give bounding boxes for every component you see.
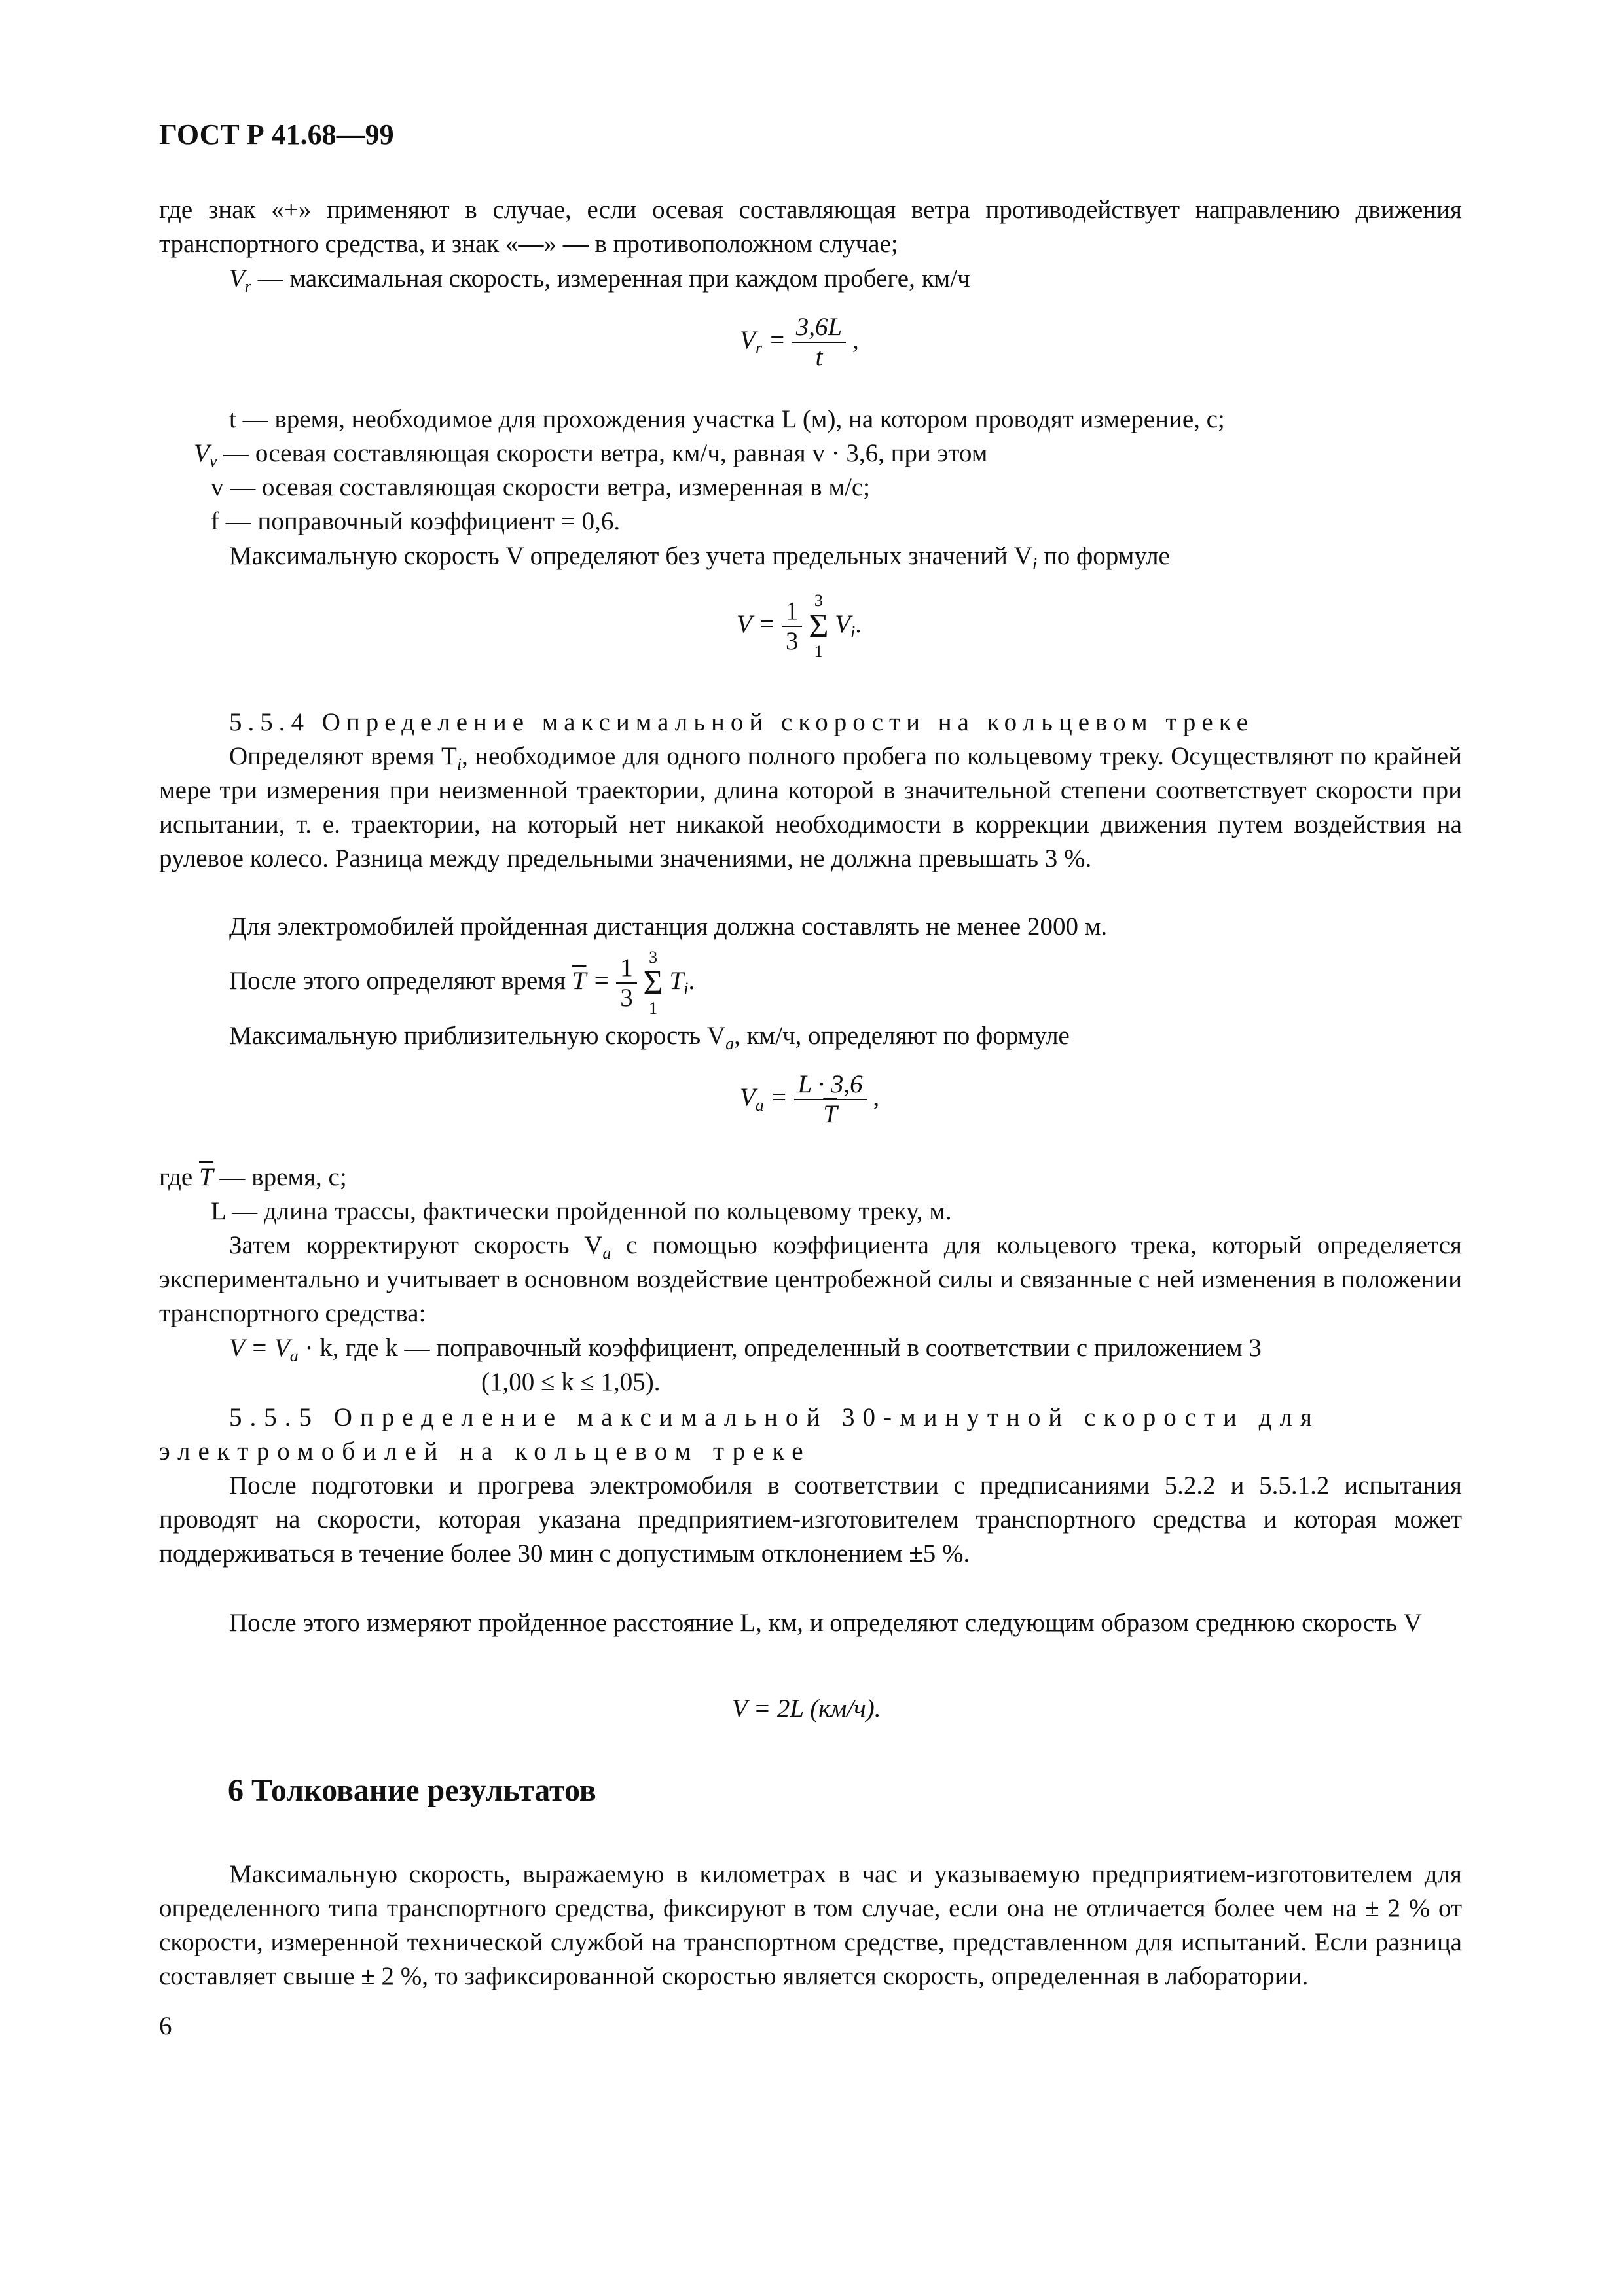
section-5-5-5-paragraph-1: После подготовки и прогрева электромобиля в соответствии с предписаниями 5.2.2 и 5.5.1.2 испытания проводят на скорости, которая указана предприятием-изготовителем транспортного средства и которая может поддерживаться в течение более 30 мин с допустимым отклонением ±5 %. [159,1471,1462,1568]
formula-vk: $V = V_a \cdot k$, где k — поправочный коэффициент, определенный в соответствии с приложением 3 [229,1334,1262,1365]
tbar-symbol: $\overline{T}$ [572,966,587,995]
section-6-paragraph: Максимальную скорость, выражаемую в километрах в час и указываемую предприятием-изготовителем для определенного типа транспортного средства, фиксируют в том случае, если она не отличается более чем на ± 2 % от скорости, измеренной технической службой на транспортном средстве, представленном для испытаний. Если разница составляет свыше ± 2 %, то зафиксированной скоростью является скорость, определенная в лаборатории. [159,1860,1462,1990]
section-5-5-5-title-line-2: электромобилей на кольцевом треке [159,1437,811,1465]
definition-vv: $V_v$ — осевая составляющая скорости ветра, км/ч, равная v · 3,6, при этом [194,439,988,471]
section-5-5-5-title-line-1: 5.5.5 Определение максимальной 30-минутной скорости для [229,1403,1320,1431]
formula-v-lhs: V = [737,609,776,638]
formula-v-numerator: 1 [782,597,803,627]
va-text-start: Максимальную приблизительную скорость V [229,1022,726,1050]
correction-rest: с помощью коэффициента для кольцевого трека, который определяется экспериментально и учитывает в основном воздействие центробежной силы и связанные с ней изменения в положении транспортного средства: [159,1231,1462,1327]
tbar-paragraph: После этого определяют время $\overline{T}$ = $\frac{1}{3}$ 3 Σ 1 $T_i$. [229,948,695,1018]
max-speed-paragraph: Максимальную скорость V определяют без учета предельных значений $V_i$ по формуле [229,542,1170,573]
tbar-sum-upper: 3 [649,948,658,967]
formula-vr: $V_r$ = $\frac{3,6L}{t}$ , [740,313,859,371]
section-5-5-5-paragraph-2: После этого измеряют пройденное расстояние L, км, и определяют следующим образом среднюю скорость V [229,1609,1422,1637]
tbar-intro: После этого определяют время [229,966,566,995]
definition-vr-text: — максимальная скорость, измеренная при каждом пробеге, км/ч [257,264,970,293]
formula-vr-sub: r [755,338,762,357]
formula-va: $V_a$ = $\frac{L \cdot 3,6}{T}$ , [740,1070,880,1128]
formula-v-sub: i [850,622,856,641]
formula-vr-numerator: 3,6L [792,313,846,343]
formula-va-denominator: T [823,1100,837,1128]
formula-va-tail: , [873,1083,880,1111]
formula-v-term: V [835,609,851,638]
formula-vr-fraction [792,313,846,372]
tbar-term: T [669,966,684,995]
tbar-sum-symbol: 3 Σ 1 [643,948,663,1018]
max-speed-text: Максимальную скорость V определяют без учета предельных значений V [229,542,1032,570]
formula-2l: V = 2L (км/ч). [732,1695,881,1723]
formula-vk-lhs: V = V [229,1334,290,1362]
formula-v-denominator: 3 [785,627,799,655]
va-text-end: , км/ч, определяют по формуле [734,1022,1070,1050]
section-5-5-4-title: 5.5.4 Определение максимальной скорости на кольцевом треке [229,708,1254,736]
formula-va-fraction [794,1070,867,1129]
section-5-5-4-paragraph-2: Для электромобилей пройденная дистанция должна составлять не менее 2000 м. [229,912,1108,941]
wind-sign-paragraph: где знак «+» применяют в случае, если осевая составляющая ветра противодействует направлению движения транспортного средства, и знак «—» — в противоположном случае; [159,196,1462,258]
tbar-numerator: 1 [616,954,637,984]
definition-vv-text: — осевая составляющая скорости ветра, км/ч, равная v · 3,6, при этом [223,439,988,467]
definition-tbar: где $\overline{T}$ — время, с; [159,1163,347,1191]
page-number: 6 [159,2012,172,2040]
formula-va-numerator: L · 3,6 [794,1070,867,1100]
document-header: ГОСТ Р 41.68—99 [159,118,394,151]
formula-va-sub: a [755,1095,764,1115]
definition-tbar-text: — время, с; [219,1163,347,1191]
formula-v-average [737,592,862,660]
sum-lower-limit: 1 [814,642,823,661]
definition-v: v — осевая составляющая скорости ветра, измеренная в м/с; [211,473,870,501]
s554-p1-rest: , необходимое для одного полного пробега по кольцевому треку. Осуществляют по крайней мере три измерения при неизменной траектории, длина которой в значительной степени соответствует скорости при испытании, т. е. траектории, на который нет никакой необходимости в коррекции движения путем воздействия на рулевое колесо. Разница между предельными значениями, не должна превышать 3 %. [159,742,1462,872]
va-paragraph: Максимальную приблизительную скорость $V_a$, км/ч, определяют по формуле [229,1022,1070,1053]
section-6-heading: 6 Толкование результатов [228,1773,596,1808]
sum-upper-limit: 3 [814,591,823,610]
formula-vr-lhs: V [740,325,756,354]
formula-vr-denominator: t [815,343,823,371]
section-5-5-4-paragraph-1: Определяют время $T_i$, необходимое для одного полного пробега по кольцевому треку. Осуществляют по крайней мере три измерения при неизменной траектории, длина которой в значительной степени соответствует скорости при испытании, т. е. траектории, на который нет никакой необходимости в коррекции движения путем воздействия на рулевое колесо. Разница между предельными значениями, не должна превышать 3 %. [159,742,1462,872]
formula-vk-range: (1,00 ≤ k ≤ 1,05). [481,1368,661,1396]
tbar-tail: . [688,966,695,995]
max-speed-tail: по формуле [1043,542,1170,570]
definition-vr: $V_r$ — максимальная скорость, измеренная при каждом пробеге, км/ч [229,264,970,296]
tbar-denominator: 3 [620,984,633,1012]
tbar-fraction [616,954,637,1013]
sum-symbol: 3 Σ 1 [809,591,829,661]
definition-f: f — поправочный коэффициент = 0,6. [211,507,621,535]
formula-v-fraction [782,597,803,656]
formula-vr-tail: , [852,325,859,354]
definition-t: t — время, необходимое для прохождения участка L (м), на котором проводят измерение, с; [229,405,1225,433]
definition-l: L — длина трассы, фактически пройденной по кольцевому треку, м. [211,1197,952,1225]
s554-p1-start: Определяют время T [229,742,457,770]
formula-vk-rest: · k, где k — поправочный коэффициент, определенный в соответствии с приложением 3 [298,1334,1262,1362]
formula-va-lhs: V [740,1083,756,1111]
correction-start: Затем корректируют скорость V [229,1231,603,1259]
correction-paragraph: Затем корректируют скорость $V_a$ с помощью коэффициента для кольцевого трека, который определяется экспериментально и учитывает в основном воздействие центробежной силы и связанные с ней изменения в положении транспортного средства: [159,1231,1462,1327]
definition-tbar-prefix: где [159,1163,193,1191]
formula-v-tail: . [855,609,862,638]
tbar-sub: i [684,978,689,998]
tbar-sum-lower: 1 [649,999,658,1018]
